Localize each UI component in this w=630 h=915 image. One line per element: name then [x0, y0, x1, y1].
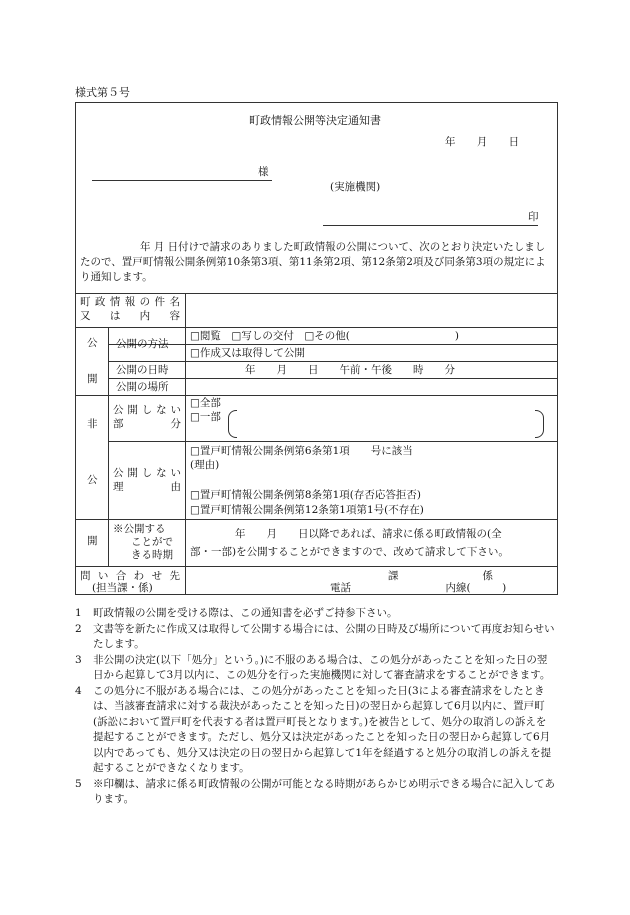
contact-dept: 課 係	[388, 570, 493, 582]
contact-label: 問 い 合 わ せ 先	[80, 570, 180, 582]
nondisclosure-group-label-3: 開	[87, 535, 98, 547]
nondisclosure-group-label-1: 非	[87, 418, 98, 430]
reason-label-2: 理 由	[113, 481, 181, 493]
recipient-name-line	[92, 180, 272, 181]
reason-article8-checkbox[interactable]: □置戸町情報公開条例第8条第1項(存否応答拒否)	[190, 489, 421, 501]
nondisclosed-part-label-2: 部 分	[113, 418, 181, 430]
method-option-create[interactable]: □作成又は取得して公開	[190, 347, 305, 359]
datetime-label: 公開の日時	[116, 364, 169, 376]
contact-phone: 電話 内線( )	[330, 582, 507, 594]
place-field[interactable]	[190, 381, 552, 394]
nondisclosure-group-label-2: 公	[87, 474, 98, 486]
reason-article6-checkbox[interactable]: □置戸町情報公開条例第6条第1項 号に該当	[190, 445, 413, 457]
future-text-2: 部・一部)を公開することができますので、改めて請求して下さい。	[190, 546, 509, 558]
partial-bracket-right	[535, 410, 544, 438]
note-item: 3 非公開の決定(以下「処分」という。)に不服のある場合は、この処分があったことを知った日の翌日から起算して3月以内に、この処分を行った実施機関に対して審査請求をすることができます。	[75, 653, 551, 681]
nondisclosed-part-label: 公 開 し な い	[113, 404, 181, 416]
contact-sub-label: (担当課・係)	[92, 582, 153, 594]
agency-name-line	[323, 225, 538, 226]
note-item: 4 この処分に不服がある場合には、この処分があったことを知った日(3による審査請求をしたときは、当該審査請求に対する裁決があったことを知った日)の翌日から起算して6月以内に、置戸町(訴訟において置戸町を代表する者は置戸町長となります。)を被告として、処分の取消しの訴えを提起することができます。ただし、処分又は決定があったことを知った日の翌日から起算して6月以内であっても、処分又は決定の日の翌日から起算して1年を経過すると処分の取消しの訴えを提起することができなくなります。	[75, 684, 552, 774]
method-options[interactable]: □閲覧 □写しの交付 □その他( )	[190, 330, 459, 342]
item-name-label: 町 政 情 報 の 件 名	[80, 296, 180, 308]
future-label: ※公開する	[113, 523, 166, 535]
form-number: 様式第５号	[75, 86, 130, 99]
disclosure-group-label-2: 開	[87, 373, 98, 385]
note-item: 5 ※印欄は、請求に係る町政情報の公開が可能となる時期があらかじめ明示できる場合に記入してあります。	[75, 777, 555, 805]
intro-paragraph: 年 月 日付けで請求のありました町政情報の公開について、次のとおり決定いたしましたので、置戸町情報公開条例第10条第3項、第11条第2項、第12条第2項及び同条第3項の規定により通知します。	[80, 241, 546, 283]
notes-list	[75, 606, 555, 808]
method-label: 公開の方法	[116, 338, 169, 350]
recipient-suffix: 様	[258, 166, 269, 178]
reason-note: (理由)	[190, 459, 220, 471]
place-label: 公開の場所	[116, 381, 169, 393]
reason-article12-checkbox[interactable]: □置戸町情報公開条例第12条第1項第1号(不存在)	[190, 504, 424, 516]
item-name-field[interactable]	[190, 301, 552, 321]
future-text: 年 月 日以降であれば、請求に係る町政情報の(全	[235, 528, 502, 540]
seal-mark: 印	[528, 211, 539, 223]
document-title: 町政情報公開等決定通知書	[249, 114, 381, 127]
note-item: 2 文書等を新たに作成又は取得して公開する場合には、公開の日時及び場所について再度お知らせいたします。	[75, 622, 555, 650]
item-name-label-2: 又 は 内 容	[80, 310, 180, 322]
partial-bracket-left	[228, 410, 237, 438]
note-item: 1 町政情報の公開を受ける際は、この通知書を必ずご持参下さい。	[75, 607, 398, 619]
datetime-value[interactable]: 年 月 日 午前・午後 時 分	[245, 364, 455, 376]
part-partial-checkbox[interactable]: □一部	[190, 411, 221, 423]
issue-date: 年 月 日	[445, 136, 520, 148]
future-label-3: きる時期	[131, 549, 173, 561]
agency-label: (実施機関)	[330, 181, 381, 193]
reason-label: 公 開 し な い	[113, 467, 181, 479]
disclosure-group-label-1: 公	[87, 337, 98, 349]
part-all-checkbox[interactable]: □全部	[190, 397, 221, 409]
future-label-2: ことがで	[131, 536, 173, 548]
